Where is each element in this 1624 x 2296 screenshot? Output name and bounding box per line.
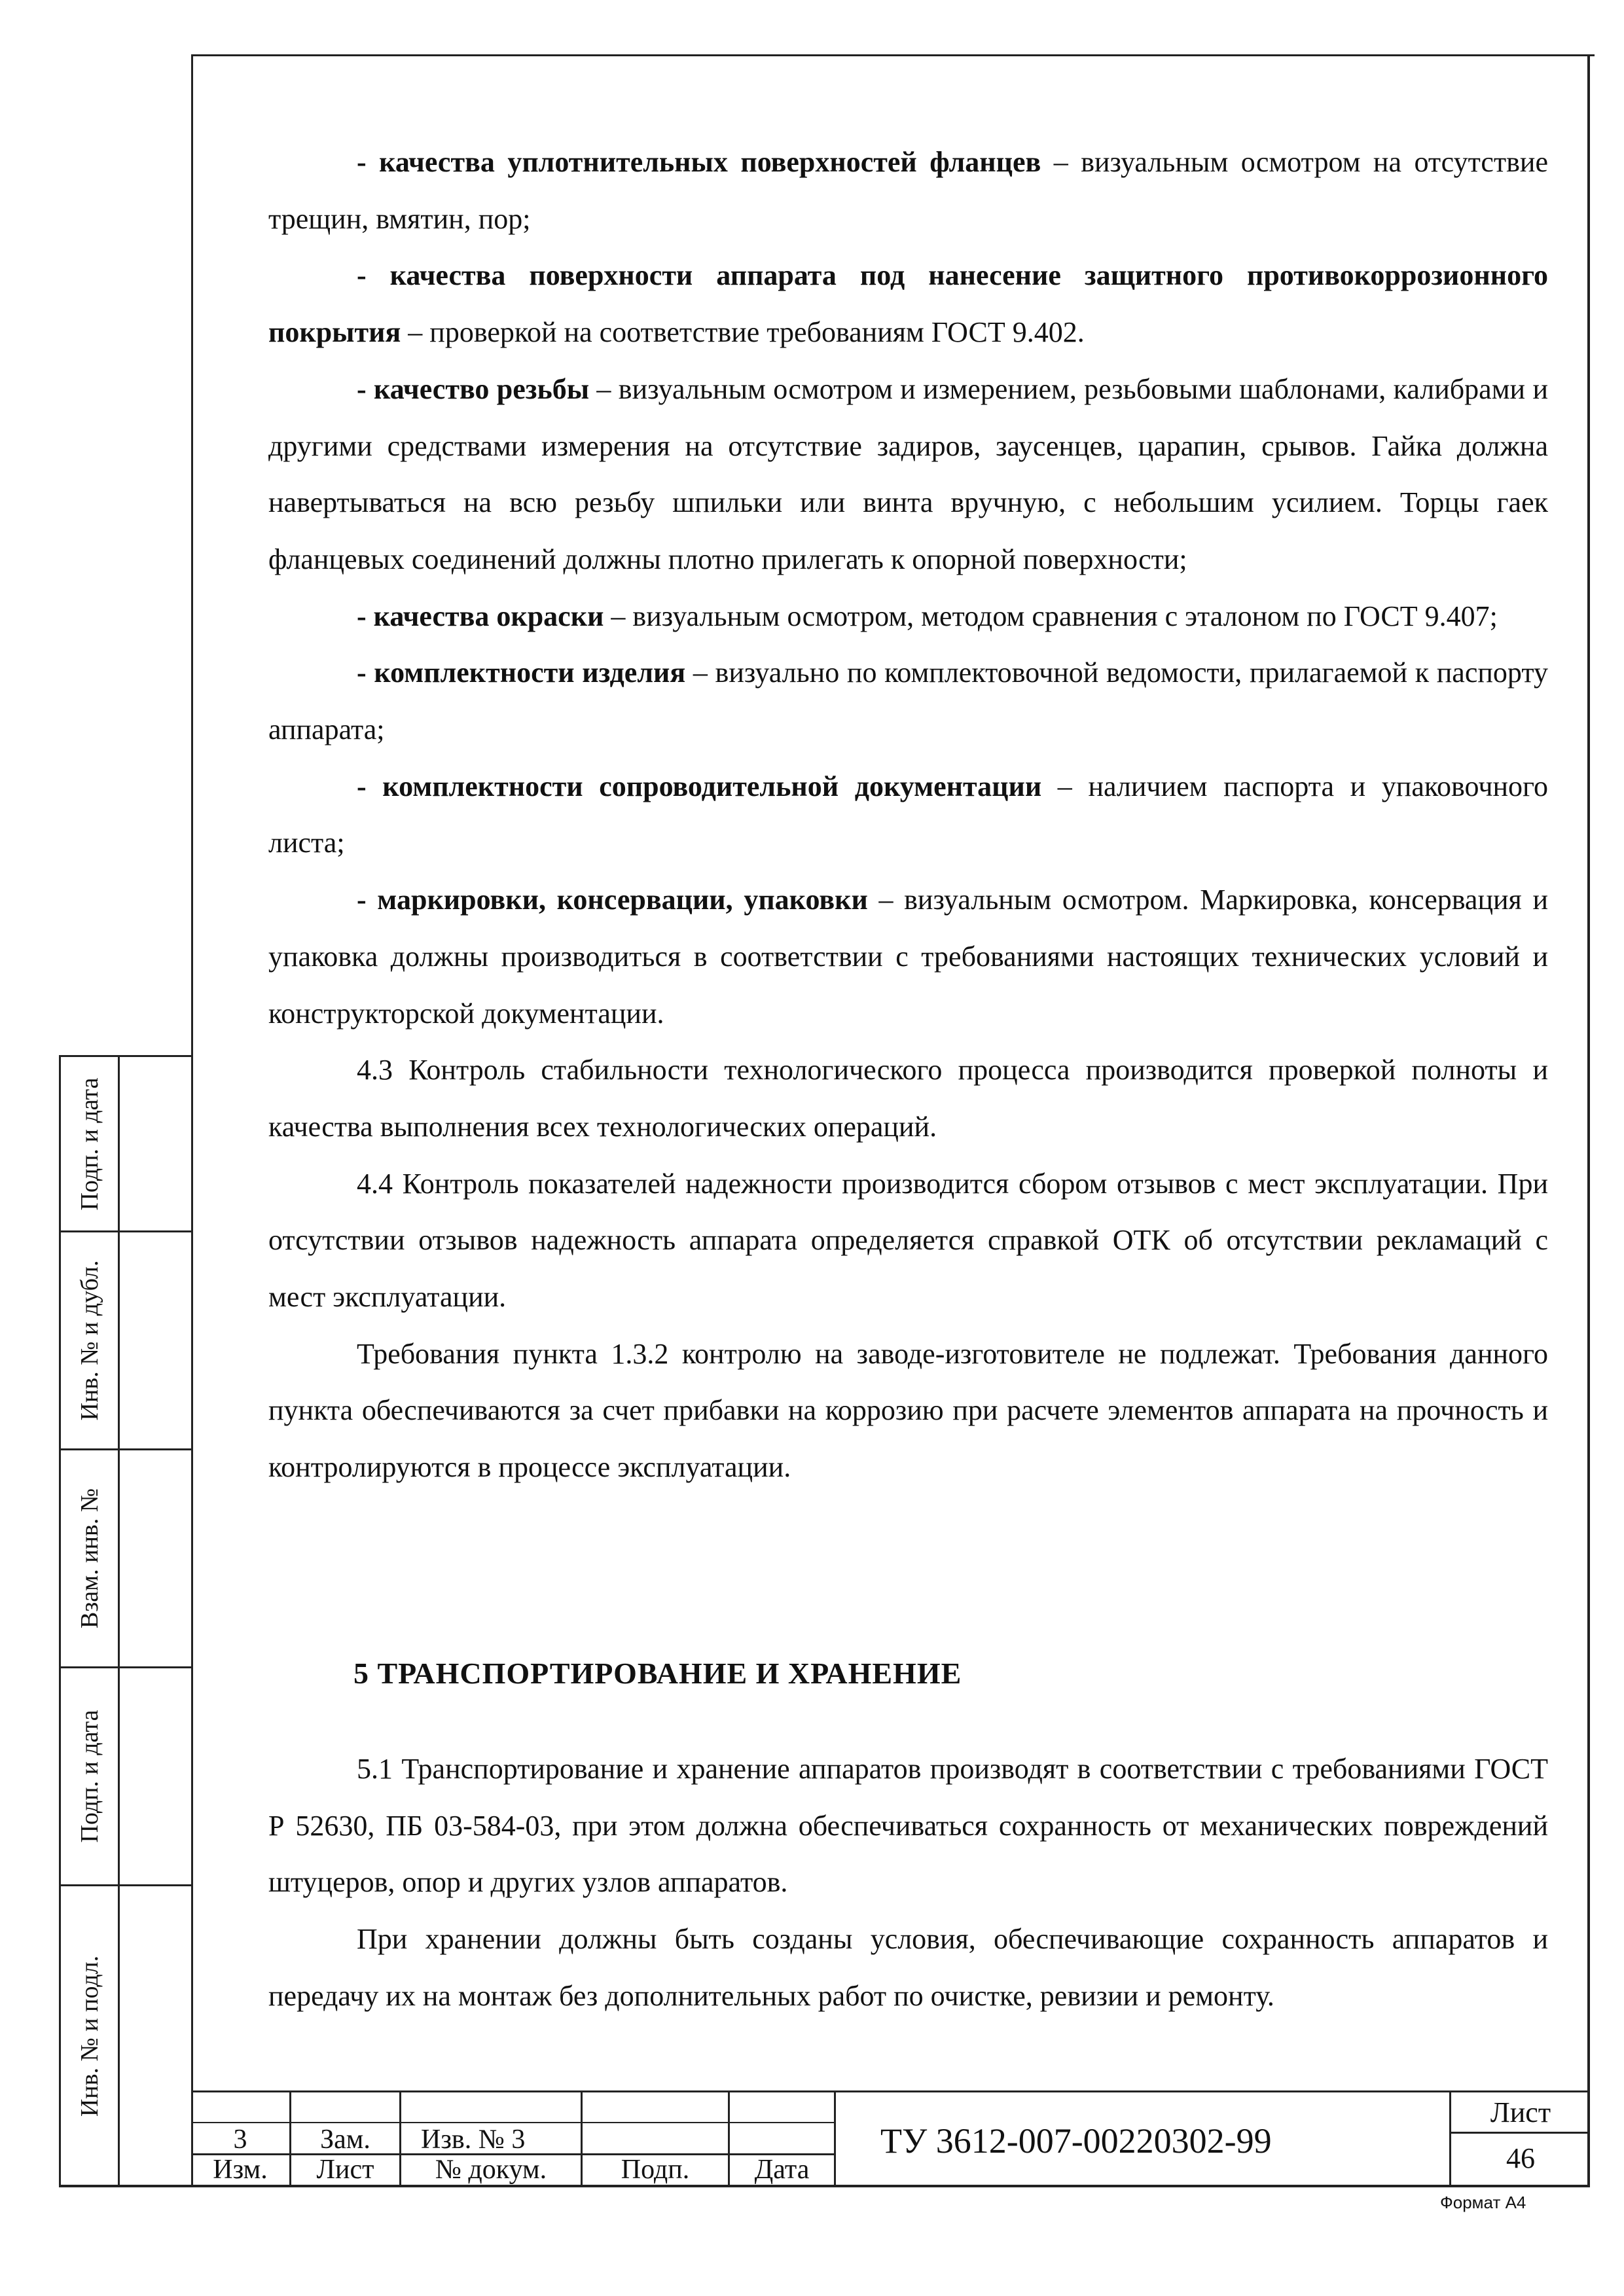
- sidebar-cell-sign-date-2: [59, 1666, 191, 1884]
- stamp-doc-header: № докум.: [435, 2155, 547, 2185]
- sidebar-cell-inv-dub: [59, 1230, 191, 1448]
- paragraph: - качества поверхности аппарата под нанесение защитного противокоррозионного покрытия – проверкой на соответствие требованиям ГОСТ 9.402.: [268, 259, 1548, 349]
- sidebar-cell-replace-inv: [59, 1448, 191, 1666]
- paragraph: - качества окраски – визуальным осмотром, методом сравнения с эталоном по ГОСТ 9.407;: [357, 600, 1498, 632]
- document-code: ТУ 3612-007-00220302-99: [880, 2121, 1272, 2161]
- sidebar-approval-block: [59, 1055, 191, 2185]
- sidebar-cell-inv-orig: [59, 1884, 191, 2185]
- frame-left-border: [191, 54, 193, 2185]
- sheet-number: 46: [1506, 2142, 1535, 2174]
- sidebar-label: Подп. и дата: [75, 1710, 103, 1843]
- paragraph: - качество резьбы – визуальным осмотром и измерением, резьбовыми шаблонами, калибрами и другими средствами измерения на отсутствие задиров, заусенцев, царапин, срывов. Гайка должна навертываться на всю резьбу шпильки или винта вручную, с небольшим усилием. Торцы гаек фланцевых соединений должны плотно прилегать к опорной поверхности;: [268, 372, 1548, 575]
- paragraph: - комплектности сопроводительной документации – наличием паспорта и упаковочного листа;: [268, 770, 1548, 859]
- section-heading: 5 ТРАНСПОРТИРОВАНИЕ И ХРАНЕНИЕ: [353, 1657, 962, 1690]
- main-text: [268, 134, 1548, 1496]
- stamp-list-header: Лист: [316, 2155, 374, 2185]
- stamp-izm-header: Изм.: [213, 2155, 268, 2185]
- stamp-izm-value: 3: [233, 2125, 247, 2155]
- paragraph: - маркировки, консервации, упаковки – визуальным осмотром. Маркировка, консервация и упаковка должны производиться в соответствии с требованиями настоящих технических условий и конструкторской документации.: [268, 884, 1548, 1030]
- sidebar-label: Подп. и дата: [75, 1077, 103, 1211]
- sidebar-label: Инв. № и подл.: [75, 1955, 103, 2117]
- stamp-list-value: Зам.: [320, 2125, 370, 2155]
- format-label: Формат А4: [1440, 2193, 1526, 2212]
- paragraph: 4.4 Контроль показателей надежности производится сбором отзывов с мест эксплуатации. При отсутствии отзывов надежность аппарата определяется справкой ОТК об отсутствии рекламаций с мест эксплуатации.: [268, 1167, 1548, 1314]
- sidebar-label: Взам. инв. №: [75, 1488, 103, 1629]
- sheet-label: Лист: [1490, 2096, 1551, 2128]
- paragraph: При хранении должны быть созданы условия, обеспечивающие сохранность аппаратов и передачу их на монтаж без дополнительных работ по очистке, ревизии и ремонту.: [268, 1923, 1548, 2012]
- frame-right-border: [1587, 54, 1590, 2185]
- frame-top-border: [191, 54, 1595, 56]
- paragraph: - комплектности изделия – визуально по комплектовочной ведомости, прилагаемой к паспорту аппарата;: [268, 656, 1548, 746]
- stamp-data-header: Дата: [754, 2155, 810, 2185]
- stamp-podp-header: Подп.: [621, 2155, 690, 2185]
- paragraph: - качества уплотнительных поверхностей фланцев – визуальным осмотром на отсутствие трещин, вмятин, пор;: [268, 146, 1548, 235]
- section-text: [268, 1741, 1548, 2025]
- paragraph: Требования пункта 1.3.2 контролю на заводе-изготовителе не подлежат. Требования данного пункта обеспечиваются за счет прибавки на коррозию при расчете элементов аппарата на прочность и контролируются в процессе эксплуатации.: [268, 1337, 1548, 1484]
- paragraph: 4.3 Контроль стабильности технологического процесса производится проверкой полноты и качества выполнения всех технологических операций.: [268, 1054, 1548, 1143]
- sidebar-cell-sign-date-1: [59, 1055, 191, 1230]
- stamp-doc-value: Изв. № 3: [421, 2125, 526, 2155]
- sidebar-label: Инв. № и дубл.: [75, 1260, 103, 1421]
- paragraph: 5.1 Транспортирование и хранение аппаратов производят в соответствии с требованиями ГОСТ Р 52630, ПБ 03-584-03, при этом должна обеспечиваться сохранность от механических повреждений штуцеров, опор и других узлов аппаратов.: [268, 1753, 1548, 1899]
